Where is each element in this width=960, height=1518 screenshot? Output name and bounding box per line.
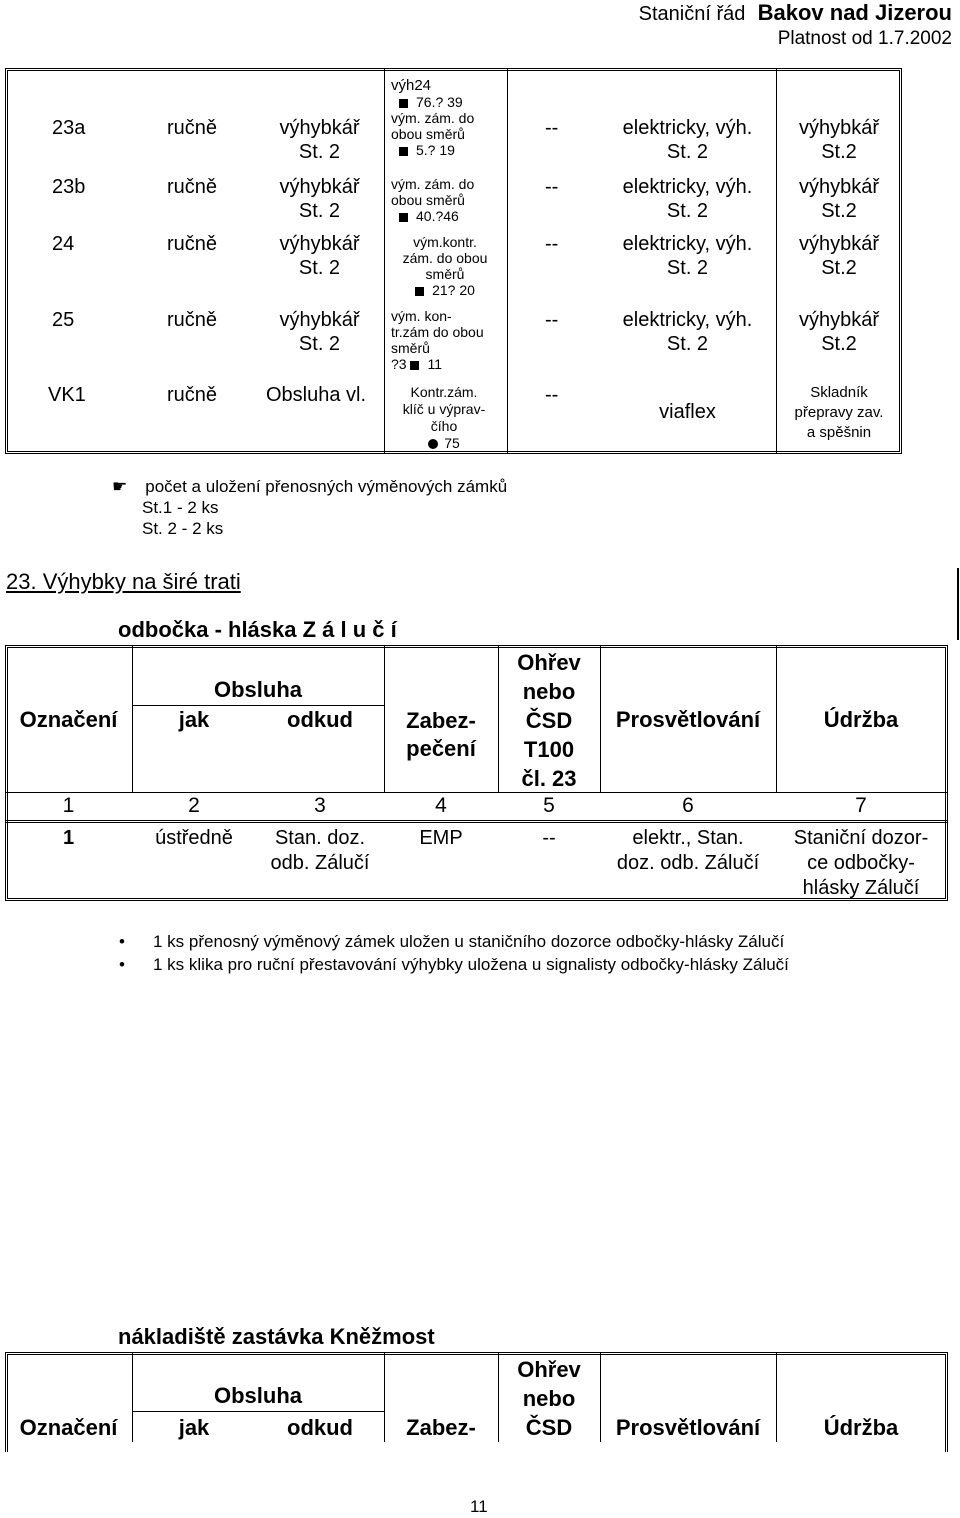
row-by: výhybkář St. 2 xyxy=(279,117,360,163)
note: ☛ počet a uložení přenosných výměnových zámků St.1 - 2 ks St. 2 - 2 ks xyxy=(112,477,508,538)
row-light: viaflex xyxy=(659,401,716,423)
page-number: 11 xyxy=(470,1497,488,1516)
row-maint: výhybkář St.2 xyxy=(798,233,880,279)
square-icon xyxy=(415,287,424,296)
row-by: výhybkář St. 2 xyxy=(279,233,360,279)
list-item: • 1 ks klika pro ruční přestavování výhybky uložena u signalisty odbočky-hlásky Zálučí xyxy=(153,953,789,977)
lock-info: výh24 76.? 39 vým. zám. do obou směrů 5.? 19 xyxy=(391,77,475,158)
margin-bar xyxy=(957,568,959,640)
row-by: Obsluha vl. xyxy=(266,384,367,406)
row-divider xyxy=(5,820,948,823)
row-heat: -- xyxy=(545,233,559,255)
row-maint: výhybkář St.2 xyxy=(798,309,880,355)
square-icon xyxy=(399,213,408,222)
lock-info: vým. zám. do obou směrů 40.?46 xyxy=(391,176,475,224)
col-header: Obsluha xyxy=(213,1383,302,1408)
col-header: Obsluha xyxy=(213,677,302,702)
col-header: Prosvětlování xyxy=(615,1415,761,1440)
section-title: 23. Výhybky na širé trati xyxy=(6,569,241,594)
col-header: Údržba xyxy=(823,707,899,732)
col-header: Zabez- xyxy=(406,1415,476,1440)
dot-icon xyxy=(428,439,438,449)
col-header: Zabez- pečení xyxy=(406,708,476,761)
header-title xyxy=(639,0,952,26)
row-maint: Staniční dozor- ce odbočky- hlásky Zálučí xyxy=(793,827,929,899)
col-number: 1 xyxy=(62,794,75,817)
col-header: Údržba xyxy=(823,1415,899,1440)
row-divider xyxy=(132,1411,384,1412)
col-header: Ohřev nebo ČSD xyxy=(517,1357,581,1440)
row-maint: výhybkář St.2 xyxy=(798,176,880,222)
row-by: výhybkář St. 2 xyxy=(279,176,360,222)
row-heat: -- xyxy=(542,827,556,849)
row-light: elektricky, výh. St. 2 xyxy=(622,176,753,222)
row-id: 1 xyxy=(62,827,75,849)
col-header: odkud xyxy=(287,707,353,732)
row-id: 23a xyxy=(52,117,86,139)
col-number: 4 xyxy=(435,794,447,817)
row-id: 23b xyxy=(52,176,86,198)
row-id: 25 xyxy=(52,309,75,331)
lock-info: vým.kontr. zám. do obou směrů 21? 20 xyxy=(402,234,488,298)
row-light: elektricky, výh. St. 2 xyxy=(622,117,753,163)
section-subtitle: nákladiště zastávka Kněžmost xyxy=(118,1324,435,1349)
row-how: ručně xyxy=(167,309,218,331)
row-heat: -- xyxy=(545,176,559,198)
row-from: Stan. doz. odb. Zálučí xyxy=(270,827,370,874)
square-icon xyxy=(410,361,419,370)
row-how: ručně xyxy=(167,233,218,255)
pointing-hand-icon: ☛ xyxy=(112,477,128,496)
col-header: jak xyxy=(178,707,210,732)
col-divider xyxy=(776,68,777,454)
col-header: Označení xyxy=(19,707,118,732)
col-header: jak xyxy=(178,1415,210,1440)
col-header: Prosvětlování xyxy=(615,707,761,732)
row-light: elektr., Stan. doz. odb. Zálučí xyxy=(616,827,760,874)
row-by: výhybkář St. 2 xyxy=(279,309,360,355)
validity: Platnost od 1.7.2002 xyxy=(777,28,952,49)
row-divider xyxy=(132,705,384,706)
row-how: ručně xyxy=(167,176,218,198)
row-how: ručně xyxy=(167,384,218,406)
row-maint: výhybkář St.2 xyxy=(798,117,880,163)
section-subtitle: odbočka - hláska Z á l u č í xyxy=(118,617,397,642)
col-header: Označení xyxy=(19,1415,118,1440)
row-id: 24 xyxy=(52,233,75,255)
lock-info: vým. kon- tr.zám do obou směrů ?3 11 xyxy=(391,308,484,372)
row-light: elektricky, výh. St. 2 xyxy=(622,233,753,279)
list-item: • 1 ks přenosný výměnový zámek uložen u staničního dozorce odbočky-hlásky Zálučí xyxy=(153,930,784,954)
row-divider xyxy=(5,792,948,793)
col-header: odkud xyxy=(287,1415,353,1440)
col-number: 3 xyxy=(314,794,326,817)
col-number: 5 xyxy=(543,794,555,817)
row-heat: -- xyxy=(545,117,559,139)
row-how: ústředně xyxy=(155,827,233,849)
row-heat: -- xyxy=(545,384,559,406)
col-divider xyxy=(507,68,508,454)
square-icon xyxy=(399,147,408,156)
row-id: VK1 xyxy=(48,384,86,406)
square-icon xyxy=(399,99,408,108)
row-how: ručně xyxy=(167,117,218,139)
row-heat: -- xyxy=(545,309,559,331)
lock-info: Kontr.zám. klíč u výprav- čího 75 xyxy=(402,384,486,451)
col-number: 7 xyxy=(855,794,867,817)
row-safety: EMP xyxy=(419,827,463,849)
station-name: Bakov nad Jizerou xyxy=(757,0,952,25)
col-header: Ohřev nebo ČSD T100 čl. 23 xyxy=(517,650,581,791)
row-light: elektricky, výh. St. 2 xyxy=(622,309,753,355)
col-number: 6 xyxy=(682,794,694,817)
doc-type: Staniční řád xyxy=(638,3,746,25)
col-number: 2 xyxy=(188,794,200,817)
row-maint: Skladník přepravy zav. a spěšnin xyxy=(794,384,884,441)
